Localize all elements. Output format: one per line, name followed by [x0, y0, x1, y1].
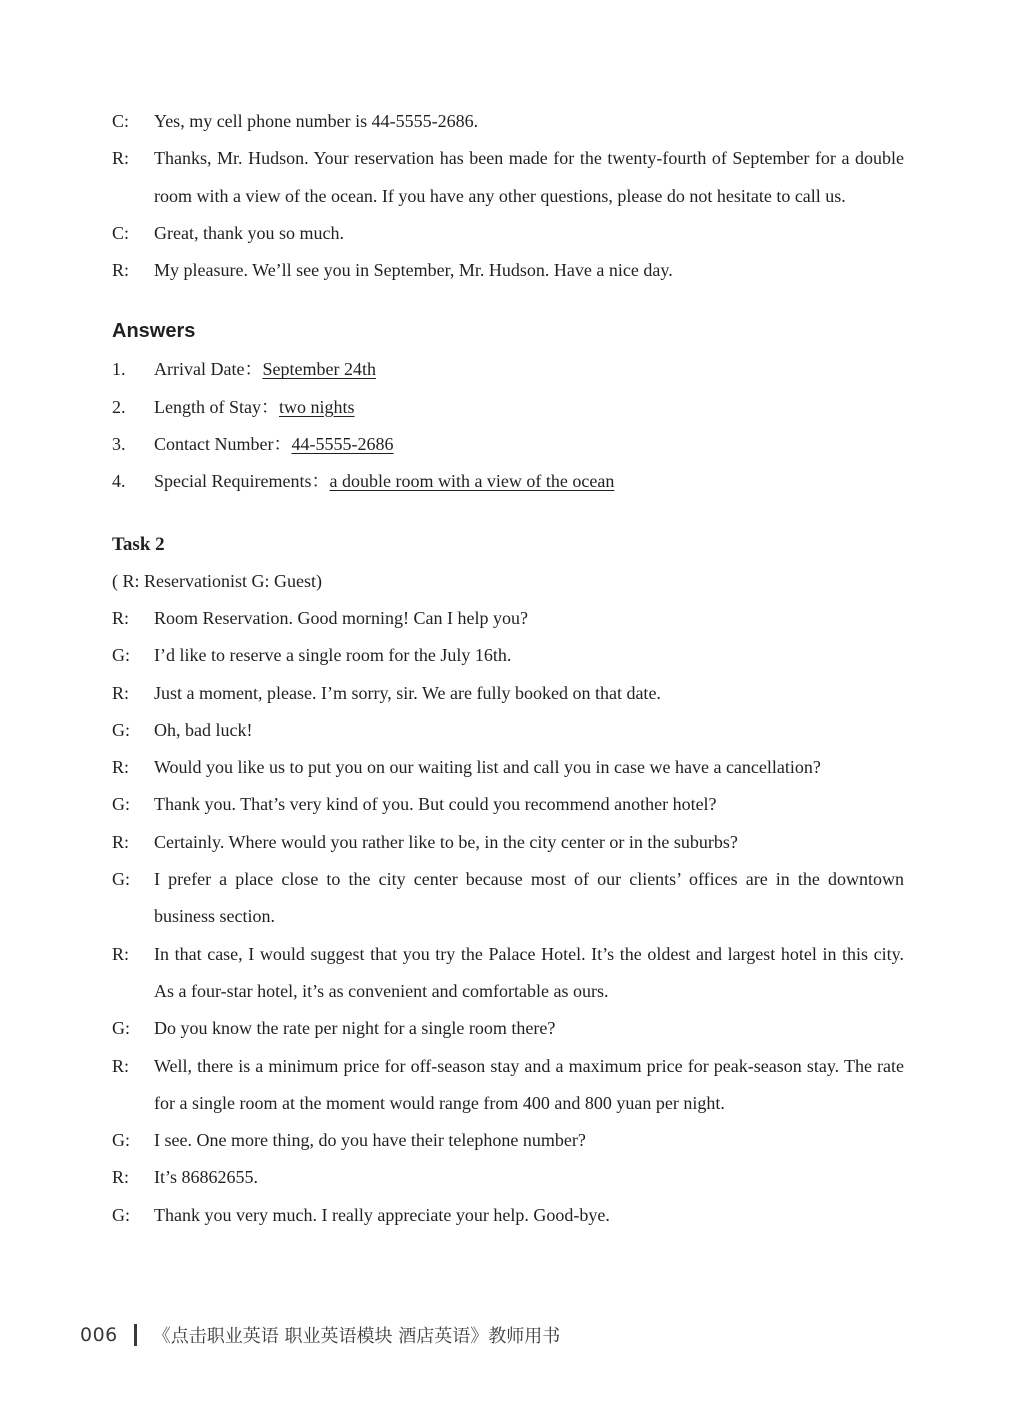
speaker: R: — [112, 682, 130, 703]
answer-value: a double room with a view of the ocean — [329, 471, 615, 492]
footer-divider — [134, 1324, 137, 1346]
utterance: I prefer a place close to the city center because most of our clients’ offices are in the downtown business section. — [154, 869, 904, 927]
utterance: Oh, bad luck! — [154, 719, 253, 740]
dialogue-line — [112, 1122, 904, 1159]
dialogue-line — [112, 252, 904, 289]
answer-number: 4. — [112, 471, 126, 492]
utterance: Well, there is a minimum price for off-season stay and a maximum price for peak-season stay. The rate for a single room at the moment would range from 400 and 800 yuan per night. — [154, 1055, 904, 1113]
utterance: Do you know the rate per night for a single room there? — [154, 1018, 556, 1039]
speaker: R: — [112, 607, 130, 628]
task-2-title: Task 2 — [112, 533, 165, 555]
utterance: Yes, my cell phone number is 44-5555-2686. — [154, 111, 479, 131]
dialogue-line — [112, 103, 904, 140]
dialogue-line — [112, 215, 904, 252]
utterance: Just a moment, please. I’m sorry, sir. We are fully booked on that date. — [154, 682, 661, 703]
utterance: In that case, I would suggest that you try the Palace Hotel. It’s the oldest and largest hotel in this city. As a four-star hotel, it’s as convenient and comfortable as ours. — [154, 943, 904, 1001]
utterance: Thank you. That’s very kind of you. But could you recommend another hotel? — [154, 794, 717, 815]
dialogue-line — [112, 140, 904, 215]
dialogue-line — [112, 861, 904, 936]
page-footer — [80, 1322, 560, 1348]
answer-item — [112, 463, 904, 500]
dialogue-line — [112, 786, 904, 823]
utterance: My pleasure. We’ll see you in September, Mr. Hudson. Have a nice day. — [154, 260, 673, 281]
answer-value: September 24th — [262, 359, 376, 380]
speaker: C: — [112, 222, 130, 243]
utterance: Room Reservation. Good morning! Can I help you? — [154, 607, 528, 628]
dialogue-line — [112, 1048, 904, 1123]
speaker: C: — [112, 111, 130, 131]
utterance: Certainly. Where would you rather like to be, in the city center or in the suburbs? — [154, 831, 738, 852]
answer-number: 2. — [112, 396, 126, 417]
utterance: I’d like to reserve a single room for the July 16th. — [154, 645, 512, 666]
speaker: R: — [112, 1055, 130, 1076]
answer-item — [112, 426, 904, 463]
speaker: G: — [112, 794, 130, 815]
answer-label: Special Requirements： — [154, 471, 330, 492]
answer-number: 1. — [112, 359, 126, 380]
answer-label: Contact Number： — [154, 434, 292, 455]
dialogue-line — [112, 1197, 904, 1234]
speaker: R: — [112, 831, 130, 852]
answers-heading: Answers — [112, 320, 196, 343]
speaker: R: — [112, 943, 130, 964]
dialogue-line — [112, 936, 904, 1011]
dialogue-line — [112, 712, 904, 749]
answers-list — [112, 351, 904, 500]
speaker: R: — [112, 148, 130, 169]
utterance: I see. One more thing, do you have their telephone number? — [154, 1130, 586, 1151]
speaker: G: — [112, 1204, 130, 1225]
book-title: 《点击职业英语 职业英语模块 酒店英语》教师用书 — [152, 1326, 561, 1347]
answer-item — [112, 389, 904, 426]
answer-value: 44-5555-2686 — [291, 434, 394, 455]
utterance: Thanks, Mr. Hudson. Your reservation has been made for the twenty-fourth of September for a double room with a view of the ocean. If you have any other questions, please do not hesitate to call us. — [154, 148, 904, 206]
dialogue-line — [112, 637, 904, 674]
speaker: G: — [112, 719, 130, 740]
dialogue-line — [112, 1159, 904, 1196]
dialogue-2 — [112, 600, 904, 1234]
answer-label: Arrival Date： — [154, 359, 263, 380]
speaker: G: — [112, 1018, 130, 1039]
speaker: R: — [112, 260, 130, 281]
speaker: R: — [112, 1167, 130, 1188]
dialogue-1 — [112, 103, 904, 289]
speaker: G: — [112, 869, 130, 890]
answer-value: two nights — [278, 396, 355, 417]
utterance: Would you like us to put you on our waiting list and call you in case we have a cancellation? — [154, 757, 821, 778]
dialogue-line — [112, 600, 904, 637]
utterance: Thank you very much. I really appreciate your help. Good-bye. — [154, 1204, 610, 1225]
page-content — [112, 103, 904, 1234]
dialogue-line — [112, 1010, 904, 1047]
speaker: R: — [112, 757, 130, 778]
dialogue-line — [112, 675, 904, 712]
dialogue-line — [112, 749, 904, 786]
page-number: 006 — [80, 1324, 118, 1346]
dialogue-line — [112, 824, 904, 861]
answer-item — [112, 351, 904, 388]
answer-label: Length of Stay： — [154, 396, 279, 417]
speaker: G: — [112, 645, 130, 666]
task-2-roles: ( R: Reservationist G: Guest) — [112, 570, 322, 591]
speaker: G: — [112, 1130, 130, 1151]
utterance: Great, thank you so much. — [154, 222, 344, 243]
utterance: It’s 86862655. — [154, 1167, 259, 1188]
answer-number: 3. — [112, 434, 126, 455]
